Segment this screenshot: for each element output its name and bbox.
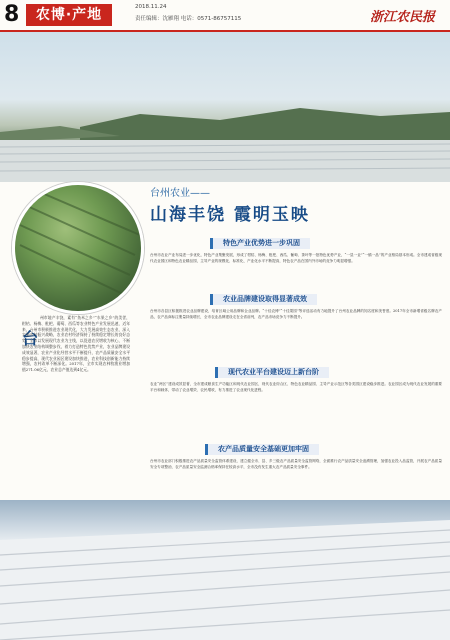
greenhouse-rows-illustration xyxy=(0,500,450,640)
orchard-rows-illustration xyxy=(15,185,141,311)
greenhouse-photo xyxy=(0,500,450,640)
main-headline: 山海丰饶 霞明玉映 xyxy=(150,205,310,225)
section-banner-4: 农产品质量安全基础更加牢固 xyxy=(205,444,319,455)
headline-kicker: 台州农业—— xyxy=(150,188,210,199)
newspaper-masthead: 浙江农民报 xyxy=(370,10,436,25)
landscape-photo xyxy=(0,32,450,182)
section-body-1: 台州市农业产业布局进一步优化，特色产业集聚发展，形成了柑桔、杨梅、枇杷、西瓜、葡萄、茶叶等一批特色优势产业，“一县一业”“一镇一品”的产业格局基本形成。全市建成省级现代农业园区和特色农业精品园，主导产业的规模化、标准化、产业化水平不断提高，特色农产品在国内外市场的竞争力明显增强。 xyxy=(150,253,442,263)
section-body-2: 台州市各县区积极推进农业品牌建设，培育区域公用品牌和企业品牌。“十佳农博”“十佳果园”等评选活动有力地提升了台州农业品牌的知名度和美誉度。2017年全市新增省级名牌农产品，农产品商标注册量持续增长，全市农业品牌建设走在全省前列，农产品市场竞争力不断提升。 xyxy=(150,309,442,319)
section-banner-1: 特色产业优势进一步巩固 xyxy=(210,238,310,249)
greenhouse-field-illustration xyxy=(0,32,450,182)
publication-date: 2018.11.24 xyxy=(135,4,167,10)
page-number: 8 xyxy=(4,2,20,27)
section-body-4: 台州市农业部门积极推进农产品质量安全监管体系建设，建立健全市、县、乡三级农产品质量安全监管网络，全面推行农产品质量安全追溯管理，加强农业投入品监管，开展农产品质量安全专项整治，农产品质量安全监测合格率保持在较高水平，全市没有发生重大农产品质量安全事件。 xyxy=(150,459,442,469)
section-banner-3: 现代农业平台建设迈上新台阶 xyxy=(215,367,329,378)
lead-paragraph: 州市地产丰饶，素有“鱼米之乡”“水果之乡”的美誉，柑桔、杨梅、枇杷、葡萄、西瓜等农业特色产业发展迅速，近年来，台州市积极推进农业现代化，大力发展高效生态农业，深入实施乡村振兴战略，农业农村经济保持了持续稳定增长的良好态势。全市以发展现代农业为主线，以促进农民增收为核心，不断加快农业结构调整步伐，着力打造特色优势产业，农业品牌建设成效显著，农业产业化经营水平不断提升，农产品质量安全水平稳步提高，现代农业园区建设加快推进，农业科技创新能力持续增强，农村改革不断深化。2017年，全市实现农林牧渔业增加值271.06亿元，农业总产值达到4亿元。 xyxy=(22,315,130,373)
orchard-aerial-photo xyxy=(12,182,144,314)
editor-contact: 责任编辑：沈雁翔 电话：0571-86757115 xyxy=(135,16,242,22)
section-banner-2: 农业品牌建设取得显著成效 xyxy=(210,294,317,305)
section-title: 农博·产地 xyxy=(26,4,112,26)
drop-cap: 台 xyxy=(22,329,39,348)
section-body-3: 农业“两区”建设成效显著，全市建成粮食生产功能区和现代农业园区，现代农业综合区、特色农业精品园、主导产业示范区等各类园区建设稳步推进。农业园区成为现代农业发展的重要平台和载体，带动了农业增效、农民增收，有力推进了农业现代化进程。 xyxy=(150,382,442,392)
